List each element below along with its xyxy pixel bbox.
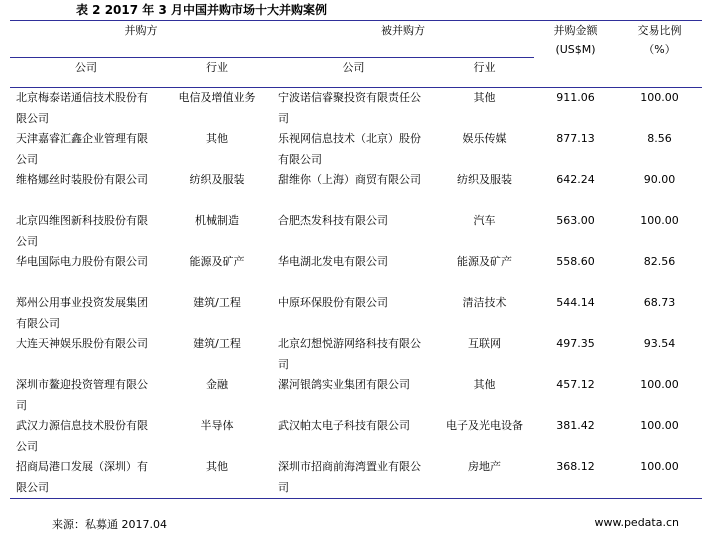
cell-amount: 544.14 <box>556 296 595 309</box>
cell-acquirer-company: 深圳市鳌迎投资管理有限公司 <box>16 378 148 412</box>
cell-target-industry: 电子及光电设备 <box>446 419 523 432</box>
cell-ratio: 90.00 <box>643 173 676 186</box>
cell-amount: 642.24 <box>556 173 595 186</box>
cell-ratio: 68.73 <box>643 296 676 309</box>
header-target-company: 公司 <box>272 58 435 88</box>
header-target: 被并购方 <box>272 21 534 58</box>
cell-target-company: 北京幻想悦游网络科技有限公司 <box>278 337 421 371</box>
cell-acquirer-industry: 建筑/工程 <box>193 337 241 350</box>
cell-target-industry: 房地产 <box>435 457 534 499</box>
cell-ratio: 100.00 <box>640 214 679 227</box>
header-ratio-line1: 交易比例 <box>637 24 682 37</box>
cell-target-industry: 汽车 <box>473 214 496 227</box>
header-acquirer: 并购方 <box>10 21 272 58</box>
table-row <box>10 170 702 211</box>
header-amount <box>534 21 617 88</box>
cell-target-company: 华电湖北发电有限公司 <box>278 255 388 268</box>
cell-amount: 381.42 <box>556 419 595 432</box>
cell-amount: 457.12 <box>556 378 595 391</box>
cell-amount: 368.12 <box>534 457 617 499</box>
cell-acquirer-company: 大连天神娱乐股份有限公司 <box>16 337 148 350</box>
cell-amount: 558.60 <box>556 255 595 268</box>
cell-acquirer-company: 郑州公用事业投资发展集团有限公司 <box>16 296 148 330</box>
cell-target-company: 深圳市招商前海湾置业有限公司 <box>272 457 435 499</box>
cell-ratio: 8.56 <box>647 132 672 145</box>
table-title: 表 2 2017 年 3 月中国并购市场十大并购案例 <box>76 3 327 17</box>
cell-acquirer-industry: 其他 <box>206 132 228 145</box>
table-row <box>10 293 702 334</box>
cell-acquirer-industry: 半导体 <box>200 419 234 432</box>
cell-amount: 497.35 <box>556 337 595 350</box>
header-ratio <box>617 21 702 88</box>
ma-cases-table <box>10 20 702 499</box>
site-url: www.pedata.cn <box>594 516 679 529</box>
cell-target-company: 中原环保股份有限公司 <box>278 296 388 309</box>
cell-ratio: 100.00 <box>617 457 702 499</box>
cell-target-industry: 互联网 <box>468 337 501 350</box>
cell-amount: 563.00 <box>556 214 595 227</box>
header-ratio-line2: （%） <box>643 43 676 56</box>
cell-target-industry: 其他 <box>473 378 496 391</box>
table-row <box>10 129 702 170</box>
header-acquirer-industry: 行业 <box>162 58 272 88</box>
cell-acquirer-company: 华电国际电力股份有限公司 <box>16 255 148 268</box>
cell-acquirer-company: 维格娜丝时装股份有限公司 <box>16 173 148 186</box>
header-amount-line2: (US$M) <box>555 43 596 56</box>
cell-ratio: 100.00 <box>640 419 679 432</box>
cell-target-company: 合肥杰发科技有限公司 <box>278 214 388 227</box>
cell-target-industry: 其他 <box>473 91 496 104</box>
cell-ratio: 93.54 <box>643 337 676 350</box>
cell-target-company: 乐视网信息技术（北京）股份有限公司 <box>278 132 421 166</box>
cell-acquirer-company: 北京四维图新科技股份有限公司 <box>16 214 148 248</box>
table-row <box>10 252 702 293</box>
cell-amount: 911.06 <box>556 91 595 104</box>
source-note: 来源：私募通 2017.04 <box>52 518 167 531</box>
table-row <box>10 457 702 499</box>
cell-ratio: 100.00 <box>640 91 679 104</box>
cell-acquirer-industry: 金融 <box>206 378 228 391</box>
header-target-industry: 行业 <box>435 58 534 88</box>
cell-ratio: 82.56 <box>643 255 676 268</box>
cell-target-industry: 娱乐传媒 <box>462 132 507 145</box>
table-row <box>10 375 702 416</box>
cell-ratio: 100.00 <box>640 378 679 391</box>
table-row <box>10 88 702 130</box>
cell-acquirer-company: 武汉力源信息技术股份有限公司 <box>16 419 148 453</box>
header-acquirer-company: 公司 <box>10 58 162 88</box>
cell-target-company: 漯河银鸽实业集团有限公司 <box>278 378 410 391</box>
cell-acquirer-industry: 其他 <box>162 457 272 499</box>
table-row <box>10 211 702 252</box>
cell-target-industry: 清洁技术 <box>462 296 507 309</box>
cell-target-company: 武汉帕太电子科技有限公司 <box>278 419 410 432</box>
table-row <box>10 416 702 457</box>
cell-target-industry: 能源及矿产 <box>457 255 512 268</box>
cell-acquirer-industry: 纺织及服装 <box>189 173 245 186</box>
cell-acquirer-industry: 能源及矿产 <box>189 255 245 268</box>
cell-acquirer-industry: 电信及增值业务 <box>178 91 256 104</box>
cell-acquirer-industry: 建筑/工程 <box>193 296 241 309</box>
cell-acquirer-company: 天津嘉睿汇鑫企业管理有限公司 <box>16 132 148 166</box>
cell-acquirer-company: 北京梅泰诺通信技术股份有限公司 <box>16 91 148 125</box>
cell-acquirer-industry: 机械制造 <box>195 214 239 227</box>
cell-target-company: 甜维你（上海）商贸有限公司 <box>278 173 421 186</box>
cell-target-company: 宁波诺信睿聚投资有限责任公司 <box>278 91 421 125</box>
cell-target-industry: 纺织及服装 <box>457 173 512 186</box>
table-row <box>10 334 702 375</box>
cell-amount: 877.13 <box>556 132 595 145</box>
header-amount-line1: 并购金额 <box>553 24 598 37</box>
cell-acquirer-company: 招商局港口发展（深圳）有限公司 <box>10 457 162 499</box>
